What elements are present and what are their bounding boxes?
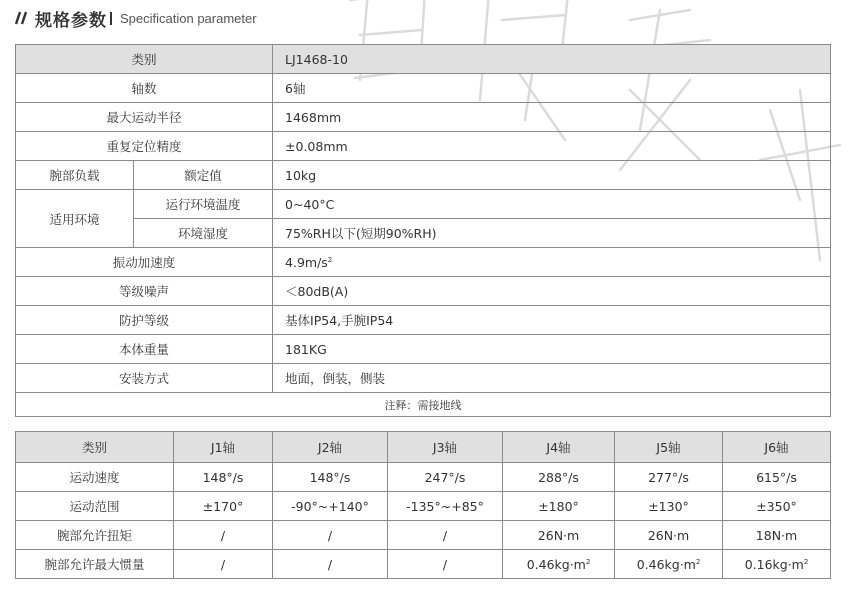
row-label: 防护等级 (16, 306, 273, 335)
row-value: 地面，倒装，侧装 (273, 364, 831, 393)
table-cell: / (174, 550, 273, 579)
table-row (16, 103, 831, 132)
table-row (16, 335, 831, 364)
table-cell: / (388, 550, 503, 579)
row-label: 腕部允许最大惯量 (16, 550, 174, 579)
value-text: 0.46kg·m (526, 556, 586, 572)
table-cell (503, 550, 615, 579)
row-label: 等级噪声 (16, 277, 273, 306)
table-cell: 26N·m (503, 521, 615, 550)
table-cell: / (388, 521, 503, 550)
table-row (16, 248, 831, 277)
table-cell: 148°/s (174, 463, 273, 492)
value-text: 0.46kg·m (636, 556, 696, 572)
header-cell: J6轴 (723, 432, 831, 463)
table-row (16, 219, 831, 248)
row-label: 轴数 (16, 74, 273, 103)
superscript: 2 (695, 557, 701, 566)
table-row (16, 161, 831, 190)
row-value: 1468mm (273, 103, 831, 132)
table-cell: / (273, 521, 388, 550)
double-slash-icon (15, 10, 31, 26)
row-label: 重复定位精度 (16, 132, 273, 161)
table-cell: ±180° (503, 492, 615, 521)
value-text: 0.16kg·m (744, 556, 804, 572)
title-divider (110, 12, 112, 25)
table-cell: / (273, 550, 388, 579)
table-cell (723, 550, 831, 579)
header-cell: J3轴 (388, 432, 503, 463)
table-row (16, 364, 831, 393)
row-label: 运动范围 (16, 492, 174, 521)
row-value: 6轴 (273, 74, 831, 103)
table-row (16, 306, 831, 335)
table-cell: -90°~+140° (273, 492, 388, 521)
table-cell: -135°~+85° (388, 492, 503, 521)
table-cell: 148°/s (273, 463, 388, 492)
note-row (16, 393, 831, 417)
row-sublabel: 额定值 (134, 161, 273, 190)
header-cell: J5轴 (615, 432, 723, 463)
table-row (16, 463, 831, 492)
table-cell: ±130° (615, 492, 723, 521)
table-row (16, 277, 831, 306)
spec-table (15, 44, 831, 417)
axis-table (15, 431, 831, 579)
section-header (15, 4, 257, 32)
table-cell: ±350° (723, 492, 831, 521)
table-row (16, 132, 831, 161)
row-label: 适用环境 (16, 190, 134, 248)
row-value: ±0.08mm (273, 132, 831, 161)
table-cell: 277°/s (615, 463, 723, 492)
table-header-row (16, 45, 831, 74)
superscript: 2 (585, 557, 591, 566)
row-label: 运动速度 (16, 463, 174, 492)
row-value: 181KG (273, 335, 831, 364)
superscript: 2 (803, 557, 809, 566)
row-value: 10kg (273, 161, 831, 190)
value-text: 4.9m/s (285, 254, 328, 270)
row-sublabel: 运行环境温度 (134, 190, 273, 219)
row-value: 0~40°C (273, 190, 831, 219)
table-cell: 615°/s (723, 463, 831, 492)
model-number: LJ1468-10 (273, 45, 831, 74)
row-value (273, 248, 831, 277)
section-subtitle: Specification parameter (120, 10, 257, 26)
section-title: 规格参数 (35, 10, 107, 31)
row-label: 本体重量 (16, 335, 273, 364)
table-row (16, 492, 831, 521)
table-row (16, 521, 831, 550)
note-text: 注释：需接地线 (16, 393, 831, 417)
table-cell: ±170° (174, 492, 273, 521)
header-cell: 类别 (16, 432, 174, 463)
row-value: 75%RH以下(短期90%RH) (273, 219, 831, 248)
row-label: 安装方式 (16, 364, 273, 393)
row-label: 腕部负载 (16, 161, 134, 190)
header-label: 类别 (16, 45, 273, 74)
header-cell: J1轴 (174, 432, 273, 463)
table-row (16, 74, 831, 103)
superscript: 2 (327, 255, 333, 264)
row-sublabel: 环境湿度 (134, 219, 273, 248)
table-header-row (16, 432, 831, 463)
row-label: 振动加速度 (16, 248, 273, 277)
row-label: 腕部允许扭矩 (16, 521, 174, 550)
table-cell: 26N·m (615, 521, 723, 550)
header-cell: J2轴 (273, 432, 388, 463)
table-row (16, 550, 831, 579)
row-value: ＜80dB(A) (273, 277, 831, 306)
row-label: 最大运动半径 (16, 103, 273, 132)
table-cell: 288°/s (503, 463, 615, 492)
table-cell: 18N·m (723, 521, 831, 550)
table-cell: / (174, 521, 273, 550)
row-value: 基体IP54,手腕IP54 (273, 306, 831, 335)
table-cell: 247°/s (388, 463, 503, 492)
table-cell (615, 550, 723, 579)
header-cell: J4轴 (503, 432, 615, 463)
table-row (16, 190, 831, 219)
